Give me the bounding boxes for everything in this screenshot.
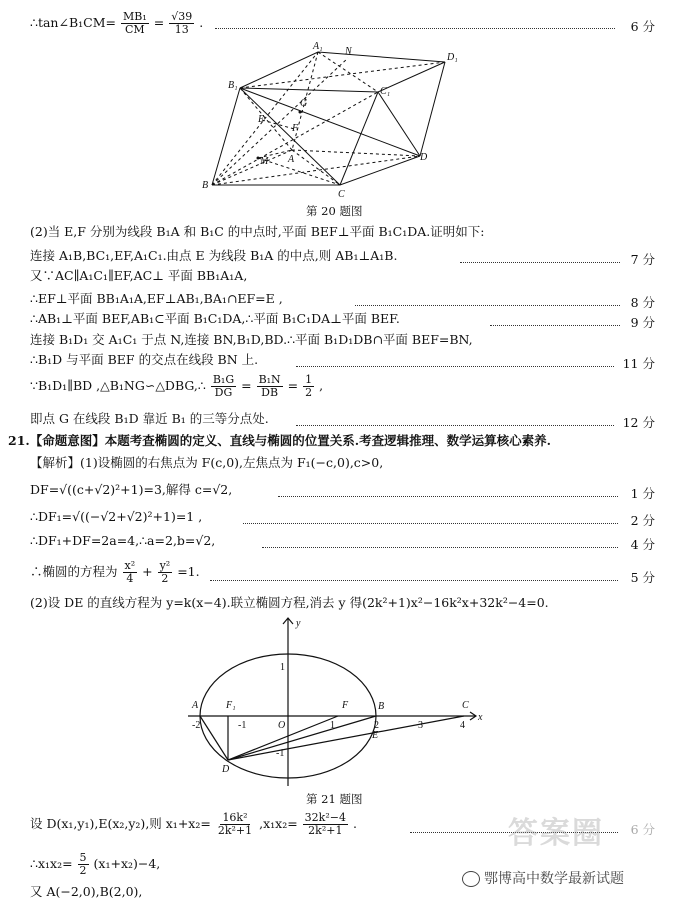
solution-line: ∴EF⊥平面 BB₁A₁A,EF⊥AB₁,BA₁∩EF=E , [30,291,283,306]
solution-line: (2)当 E,F 分别为线段 B₁A 和 B₁C 的中点时,平面 BEF⊥平面 B₁C₁DA.证明如下: [30,224,485,239]
tick-neg2: -2 [192,720,201,731]
problem-21-intent: 21.【命题意图】本题考查椭圆的定义、直线与椭圆的位置关系.考查逻辑推理、数学运算核心素养. [8,433,551,448]
text-segment: ∴x₁x₂= [30,856,73,871]
fraction [216,812,254,837]
score-label: 6 分 [630,19,655,34]
label-C1: C₁ [380,86,391,97]
label-M: M [260,156,269,167]
text-segment: + [142,564,153,579]
label-G: G [300,98,308,109]
denominator: 2k²+1 [217,824,253,837]
denominator: CM [125,23,145,36]
fraction [303,812,348,837]
label-B: B [202,180,209,191]
tick-1: 1 [330,720,335,731]
solution-line: 连接 A₁B,BC₁,EF,A₁C₁.由点 E 为线段 B₁A 的中点,则 AB₁⊥A₁B. [30,248,398,263]
score-label: 8 分 [630,295,655,310]
tick-1-y: 1 [280,662,285,673]
numerator: B₁G [212,373,235,386]
text-segment: 设 D(x₁,y₁),E(x₂,y₂),则 x₁+x₂= [30,816,211,831]
text-segment: ∴椭圆的方程为 [30,564,118,579]
fraction [78,852,89,877]
text-segment: ,x₁x₂= [259,816,298,831]
text-segment: =1. [177,564,200,579]
figure-20-prism-diagram [200,40,460,205]
solution-line: ∴AB₁⊥平面 BEF,AB₁⊂平面 B₁C₁DA,∴平面 B₁C₁DA⊥平面 BEF. [30,311,400,326]
solution-line: 即点 G 在线段 B₁D 靠近 B₁ 的三等分点处. [30,411,269,426]
label-B: B [378,701,385,712]
denominator: 2 [79,864,87,877]
numerator: y² [159,559,171,572]
label-B1: B₁ [228,80,238,91]
dot-leader [296,425,614,426]
label-C: C [338,189,345,200]
solution-line [30,374,323,399]
solution-line: 又∵AC∥A₁C₁∥EF,AC⊥ 平面 BB₁A₁A, [30,268,248,283]
solution-line [30,852,160,877]
label-F: F [292,123,299,134]
label-O: O [278,720,286,731]
score-label: 4 分 [630,537,655,552]
denominator: 2 [161,572,169,585]
denominator: 2k²+1 [308,824,343,837]
tick-3: 3 [418,720,423,731]
solution-line: ∴B₁D 与平面 BEF 的交点在线段 BN 上. [30,352,259,367]
tick-neg1: -1 [238,720,247,731]
solution-line [30,560,200,585]
label-C: C [462,700,469,711]
watermark-logo: 答案圈 [508,816,604,851]
numerator: 1 [305,373,313,386]
text-segment: . [352,816,357,831]
solution-line: ∴DF₁=√((−√2+√2)²+1)=1 , [30,509,203,524]
dot-leader [355,305,620,306]
dot-leader [460,262,620,263]
figure-21-caption: 第 21 题图 [306,792,363,806]
fraction [303,374,314,399]
numerator: √39 [171,10,193,23]
fraction [211,374,236,399]
text-segment: = [241,378,252,393]
denominator: 4 [126,572,134,585]
label-D: D [420,152,428,163]
solution-line: (2)设 DE 的直线方程为 y=k(x−4).联立椭圆方程,消去 y 得(2k²+1)x²−16k²x+32k²−4=0. [30,595,549,610]
label-N: N [345,46,352,57]
label-F1: F₁ [226,700,236,711]
dot-leader [243,523,618,524]
solution-line: 连接 B₁D₁ 交 A₁C₁ 于点 N,连接 BN,B₁D,BD.∴平面 B₁D₁DB∩平面 BEF=BN, [30,332,473,347]
wechat-icon [462,871,480,887]
figure-21-ellipse-diagram [178,614,488,789]
tick-2: 2 [374,720,379,731]
text-segment: = [287,378,299,393]
numerator: B₁N [258,373,281,386]
label-x: x [478,712,483,723]
label-E: E [258,114,265,125]
dot-leader [210,580,618,581]
dot-leader [215,28,615,29]
label-A: A [288,154,295,165]
solution-line: DF=√((c+√2)²+1)=3,解得 c=√2, [30,482,233,497]
numerator: 32k²−4 [304,811,346,824]
score-label: 5 分 [630,570,655,585]
score-label: 6 分 [630,822,655,837]
solution-line: 又 A(−2,0),B(2,0), [30,884,143,899]
fraction [257,374,283,399]
label-E: E [372,730,379,741]
denominator: DG [214,386,233,399]
score-label: 2 分 [630,513,655,528]
solution-line: ∴DF₁+DF=2a=4,∴a=2,b=√2, [30,533,216,548]
text-segment: = [153,15,165,30]
label-A: A [192,700,199,711]
dot-leader [296,366,614,367]
dot-leader [490,325,620,326]
score-label: 12 分 [622,415,655,430]
numerator: x² [124,559,136,572]
text-segment: , [319,378,324,393]
text-segment: ∵B₁D₁∥BD ,△B₁NG∽△DBG,∴ [30,378,206,393]
watermark-caption [462,868,624,888]
fraction [123,560,138,585]
label-D: D [222,764,230,775]
text-segment: ∴tan∠B₁CM= [30,15,116,30]
numerator: 16k² [222,811,248,824]
numerator: MB₁ [122,10,147,23]
denominator: 2 [305,386,313,399]
score-label: 7 分 [630,252,655,267]
fraction [169,11,194,36]
fraction [121,11,149,36]
label-A1: A₁ [313,41,323,52]
score-label: 1 分 [630,486,655,501]
tick-neg1-y: -1 [276,748,285,759]
numerator: 5 [79,851,87,864]
figure-20-caption: 第 20 题图 [306,204,363,218]
denominator: 13 [174,23,189,36]
score-label: 11 分 [622,356,655,371]
dot-leader [278,496,618,497]
tangent-result-line [30,11,203,36]
label-D1: D₁ [447,52,458,63]
text-segment: . [199,15,204,30]
dot-leader [262,547,618,548]
score-label: 9 分 [630,315,655,330]
denominator: DB [261,386,279,399]
tick-4: 4 [460,720,465,731]
solution-line: 【解析】(1)设椭圆的右焦点为 F(c,0),左焦点为 F₁(−c,0),c>0, [30,455,384,470]
text-segment: (x₁+x₂)−4, [93,856,161,871]
fraction [158,560,173,585]
solution-line [30,812,357,837]
label-y: y [296,618,301,629]
label-F: F [342,700,349,711]
watermark-text: 鄂博高中数学最新试题 [484,871,624,887]
